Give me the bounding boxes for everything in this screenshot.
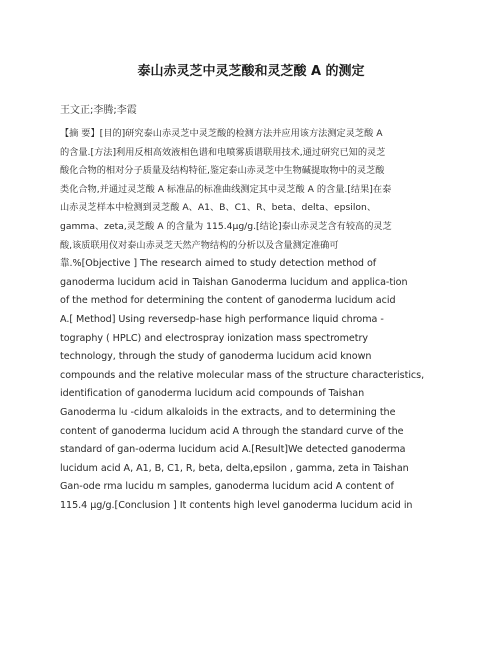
authors-line: 王文正;李腾;李霞 [60, 105, 137, 116]
abstract-line: 【摘 要】[目的]研究泰山赤灵芝中灵芝酸的检测方法并应用该方法测定灵芝酸 A [60, 128, 383, 139]
abstract-line: 115.4 μg/g.[Conclusion ] It contents high level ganoderma lucidum acid in [60, 499, 413, 511]
abstract-line: ganoderma lucidum acid in Taishan Ganoderma lucidum and applica-tion [60, 276, 408, 288]
abstract-line: A.[ Method] Using reversedp-hase high performance liquid chroma - [60, 313, 384, 325]
abstract-line: tography ( HPLC) and electrospray ionization mass spectrometry [60, 332, 368, 344]
abstract-line: gamma、zeta,灵芝酸 A 的含量为 115.4μg/g.[结论]泰山赤灵芝含有较高的灵芝 [60, 220, 392, 232]
abstract-line: 靠.%[Objective ] The research aimed to study detection method of [60, 258, 377, 270]
abstract-line: 酸化合物的相对分子质量及结构特征,鉴定泰山赤灵芝中生物碱提取物中的灵芝酸 [60, 165, 385, 177]
abstract-line: of the method for determining the content of ganoderma lucidum acid [60, 295, 396, 307]
abstract-line: compounds and the relative molecular mass of the structure characteristics, [60, 369, 425, 381]
abstract-line: identification of ganoderma lucidum acid compounds of Taishan [60, 388, 365, 400]
abstract-line: technology, through the study of ganoderma lucidum acid known [60, 351, 372, 363]
abstract-line: Gan-ode rma lucidu m samples, ganoderma lucidum acid A content of [60, 481, 394, 493]
abstract-block [60, 125, 450, 515]
abstract-line: Ganoderma lu -cidum alkaloids in the extracts, and to determining the [60, 406, 396, 418]
abstract-line: 山赤灵芝样本中检测到灵芝酸 A、A1、B、C1、R、beta、delta、epsilon、 [60, 202, 377, 214]
abstract-line: standard of gan-oderma lucidum acid A.[Result]We detected ganoderma [60, 444, 406, 456]
abstract-line: 酸,该质联用仪对泰山赤灵芝天然产物结构的分析以及含量测定准确可 [60, 239, 339, 251]
document-title: 泰山赤灵芝中灵芝酸和灵芝酸 A 的测定 [137, 64, 365, 79]
abstract-line: 的含量.[方法]利用反相高效液相色谱和电喷雾质谱联用技术,通过研究已知的灵芝 [60, 146, 386, 158]
abstract-line: 类化合物,并通过灵芝酸 A 标准品的标准曲线测定其中灵芝酸 A 的含量.[结果]在泰 [60, 183, 392, 195]
abstract-line: content of ganoderma lucidum acid A through the standard curve of the [60, 425, 404, 437]
abstract-line: lucidum acid A, A1, B, C1, R, beta, delta,epsilon , gamma, zeta in Taishan [60, 462, 409, 474]
